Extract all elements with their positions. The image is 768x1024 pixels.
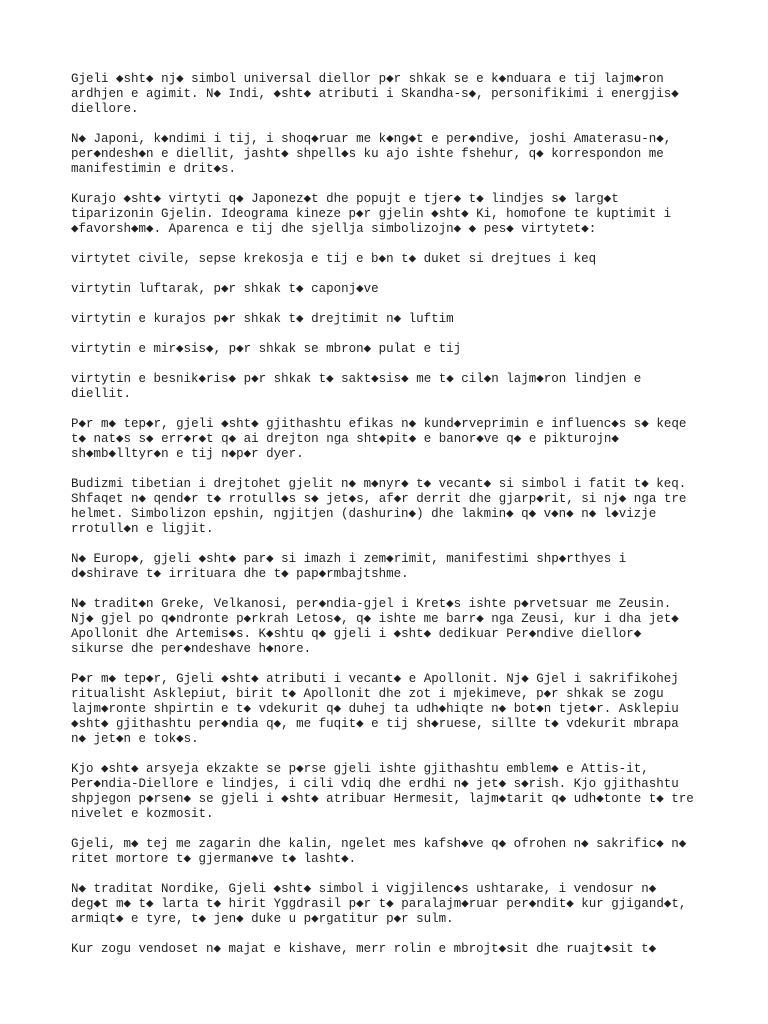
paragraph: virtytin luftarak, p◆r shkak t◆ caponj◆ve <box>71 282 379 296</box>
paragraph: Kur zogu vendoset n◆ majat e kishave, merr rolin e mbrojt◆sit dhe ruajt◆sit t◆ <box>71 942 657 956</box>
paragraph: Gjeli ◆sht◆ nj◆ simbol universal diellor p◆r shkak se e k◆nduara e tij lajm◆ron ardhjen e agimit. N◆ Indi, ◆sht◆ atributi i Skandha-s◆, personifikimi i energjis◆ diellore. <box>71 72 679 116</box>
paragraph: virtytin e mir◆sis◆, p◆r shkak se mbron◆ pulat e tij <box>71 342 462 356</box>
paragraph: Gjeli, m◆ tej me zagarin dhe kalin, ngelet mes kafsh◆ve q◆ ofrohen n◆ sakrific◆ n◆ ritet mortore t◆ gjerman◆ve t◆ lasht◆. <box>71 837 687 866</box>
paragraph: Kurajo ◆sht◆ virtyti q◆ Japonez◆t dhe popujt e tjer◆ t◆ lindjes s◆ larg◆t tiparizonin Gjelin. Ideograma kineze p◆r gjelin ◆sht◆ Ki, homofone te kuptimit i ◆favorsh◆m◆. Aparenca e tij dhe sjellja simbolizojn◆ ◆ pes◆ virtytet◆: <box>71 192 672 236</box>
paragraph: N◆ Europ◆, gjeli ◆sht◆ par◆ si imazh i zem◆rimit, manifestimi shp◆rthyes i d◆shirave t◆ irrituara dhe t◆ pap◆rmbajtshme. <box>71 552 627 581</box>
paragraph: N◆ tradit◆n Greke, Velkanosi, per◆ndia-gjel i Kret◆s ishte p◆rvetsuar me Zeusin. Nj◆ gjel po q◆ndronte p◆rkrah Letos◆, q◆ ishte me barr◆ nga Zeusi, kur i dha jet◆ Apollonit dhe Artemis◆s. K◆shtu q◆ gjeli i ◆sht◆ dedikuar Per◆ndive diellor◆ sikurse dhe per◆ndeshave h◆nore. <box>71 597 679 656</box>
paragraph: virtytin e besnik◆ris◆ p◆r shkak t◆ sakt◆sis◆ me t◆ cil◆n lajm◆ron lindjen e diellit. <box>71 372 642 401</box>
paragraph: N◆ traditat Nordike, Gjeli ◆sht◆ simbol i vigjilenc◆s ushtarake, i vendosur n◆ deg◆t m◆ t◆ larta t◆ hirit Yggdrasil p◆r t◆ paralajm◆ruar per◆ndit◆ kur gjigand◆t, armiqt◆ e tyre, t◆ jen◆ duke u p◆rgatitur p◆r sulm. <box>71 882 687 926</box>
paragraph: virtytet civile, sepse krekosja e tij e b◆n t◆ duket si drejtues i keq <box>71 252 597 266</box>
paragraph: P◆r m◆ tep◆r, gjeli ◆sht◆ gjithashtu efikas n◆ kund◆rveprimin e influenc◆s s◆ keqe t◆ nat◆s s◆ err◆r◆t q◆ ai drejton nga sht◆pit◆ e banor◆ve q◆ e pikturojn◆ sh◆mb◆lltyr◆n e tij n◆p◆r dyer. <box>71 417 687 461</box>
paragraph: N◆ Japoni, k◆ndimi i tij, i shoq◆ruar me k◆ng◆t e per◆ndive, joshi Amaterasu-n◆, per◆ndesh◆n e diellit, jasht◆ shpell◆s ku ajo ishte fshehur, q◆ korrespondon me manifestimin e drit◆s. <box>71 132 672 176</box>
paragraph: Kjo ◆sht◆ arsyeja ekzakte se p◆rse gjeli ishte gjithashtu emblem◆ e Attis-it, Per◆ndia-Diellore e lindjes, i cili vdiq dhe erdhi n◆ jet◆ s◆rish. Kjo gjithashtu shpjegon p◆rsen◆ se gjeli i ◆sht◆ atribuar Hermesit, lajm◆tarit q◆ udh◆tonte t◆ tre nivelet e kozmosit. <box>71 762 694 821</box>
paragraph: virtytin e kurajos p◆r shkak t◆ drejtimit n◆ luftim <box>71 312 454 326</box>
document-page <box>71 72 701 972</box>
paragraph: Budizmi tibetian i drejtohet gjelit n◆ m◆nyr◆ t◆ vecant◆ si simbol i fatit t◆ keq. Shfaqet n◆ qend◆r t◆ rrotull◆s s◆ jet◆s, af◆r derrit dhe gjarp◆rit, si nj◆ nga tre helmet. Simbolizon epshin, ngjitjen (dashurin◆) dhe lakmin◆ q◆ v◆n◆ n◆ l◆vizje rrotull◆n e ligjit. <box>71 477 687 536</box>
paragraph: P◆r m◆ tep◆r, Gjeli ◆sht◆ atributi i vecant◆ e Apollonit. Nj◆ Gjel i sakrifikohej ritualisht Asklepiut, birit t◆ Apollonit dhe zot i mjekimeve, p◆r shkak se zogu lajm◆ronte shpirtin e t◆ vdekurit q◆ duhej ta udh◆hiqte n◆ bot◆n tjet◆r. Asklepiu ◆sht◆ gjithashtu per◆ndia q◆, me fuqit◆ e tij sh◆ruese, sillte t◆ vdekurit mbrapa n◆ jet◆n e tok◆s. <box>71 672 679 746</box>
